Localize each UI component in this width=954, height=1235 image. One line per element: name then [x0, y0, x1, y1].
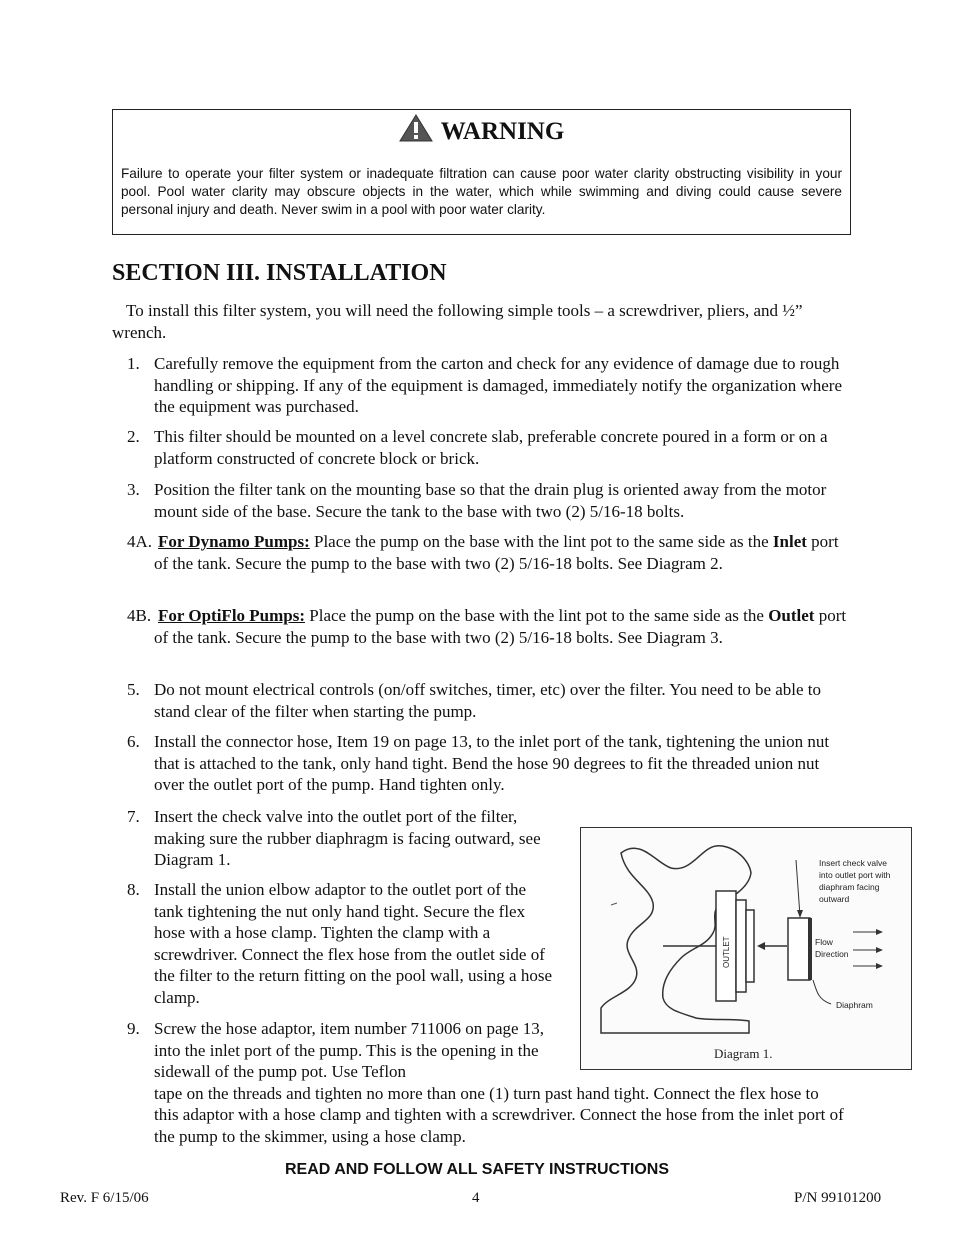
item-number: 9.: [127, 1019, 140, 1038]
list-item-8: [127, 879, 559, 1009]
warning-title: WARNING: [440, 118, 565, 145]
list-item-3: [127, 479, 847, 522]
part-number: P/N 99101200: [794, 1190, 882, 1206]
item-text-part: Place the pump on the base with the lint pot to the same side as the: [309, 532, 773, 551]
list-item-1: [127, 353, 847, 418]
list-item-2: [127, 426, 847, 469]
list-item-7: [127, 806, 557, 871]
item-emphasis: Outlet: [768, 606, 815, 625]
note-line-3: diaphram facing: [819, 882, 880, 892]
item-number: 1.: [127, 354, 140, 373]
item-number: 4A.: [127, 532, 153, 551]
item-text-part: Place the pump on the base with the lint pot to the same side as the: [305, 606, 769, 625]
item-text: [127, 531, 847, 574]
item-number: 7.: [127, 807, 140, 826]
item-number: 4B.: [127, 606, 152, 625]
item-text-part: port of the tank. Secure the pump to the base with two (2) 5/16-18 bolts. See Diagram 3.: [154, 606, 847, 647]
item-text: Insert the check valve into the outlet port of the filter, making sure the rubber diaphragm is facing outward, see Diagram 1.: [154, 807, 541, 870]
flow-label-2: Direction: [815, 949, 849, 959]
list-item-6: [127, 731, 847, 796]
item-text: Install the union elbow adaptor to the outlet port of the tank tightening the nut only hand tight. Secure the flex hose with a hose clamp. Tighten the clamp with a screwdriver. Connect the flex hose from the outlet side of the filter to the return fitting on the pool wall, using a hose clamp.: [154, 880, 552, 1007]
item-emphasis: Inlet: [772, 532, 807, 551]
item-number: 2.: [127, 427, 140, 446]
item-number: 3.: [127, 480, 140, 499]
item-label: For OptiFlo Pumps:: [158, 606, 306, 625]
note-line-4: outward: [819, 894, 850, 904]
item-text: Do not mount electrical controls (on/off switches, timer, etc) over the filter. You need to be able to stand clear of the filter when starting the pump.: [154, 680, 822, 721]
item-text: This filter should be mounted on a level concrete slab, preferable concrete poured in a form or on a platform constructed of concrete block or brick.: [154, 427, 828, 468]
item-text: Screw the hose adaptor, item number 711006 on page 13, into the inlet port of the pump. This is the opening in the sidewall of the pump pot. Use Teflon: [154, 1019, 545, 1082]
diaphram-label: Diaphram: [836, 1000, 873, 1010]
page-number: 4: [472, 1190, 480, 1206]
item-number: 8.: [127, 880, 140, 899]
intro-paragraph: To install this filter system, you will need the following simple tools – a screwdriver, pliers, and ½” wrench.: [112, 301, 803, 342]
item-text: Carefully remove the equipment from the carton and check for any evidence of damage due to rough handling or shipping. If any of the equipment is damaged, immediately notify the organization where the equipment was purchased.: [154, 354, 843, 417]
item-text: [127, 605, 847, 648]
item-text-continued: tape on the threads and tighten no more than one (1) turn past hand tight. Connect the flex hose to this adaptor with a hose clamp and tighten with a screwdriver. Connect the hose from the inlet port of the pump to the skimmer, using a hose clamp.: [154, 1083, 844, 1146]
flow-label-1: Flow: [815, 937, 833, 947]
item-text: Install the connector hose, Item 19 on page 13, to the inlet port of the tank, tightening the union nut that is attached to the tank, only hand tight. Bend the hose 90 degrees to fit the threaded union nut over the outlet port of the pump. Hand tighten only.: [154, 732, 830, 795]
note-line-2: into outlet port with: [819, 870, 891, 880]
note-line-1: Insert check valve: [819, 858, 888, 868]
item-text-part: port of the tank. Secure the pump to the base with two (2) 5/16-18 bolts. See Diagram 2.: [154, 532, 839, 573]
outlet-label: OUTLET: [722, 936, 731, 968]
diagram-1: [580, 827, 912, 1070]
item-label: For Dynamo Pumps:: [158, 532, 310, 551]
warning-heading: [113, 114, 850, 146]
list-item-4a: [127, 531, 847, 574]
check-valve-diagram: [581, 828, 911, 1069]
warning-box: [112, 109, 851, 235]
safety-notice: READ AND FOLLOW ALL SAFETY INSTRUCTIONS: [285, 1161, 669, 1178]
list-item-5: [127, 679, 847, 722]
section-title: SECTION III. INSTALLATION: [112, 260, 447, 286]
list-item-4b: [127, 605, 847, 648]
item-number: 5.: [127, 680, 140, 699]
item-number: 6.: [127, 732, 140, 751]
item-text: Position the filter tank on the mounting base so that the drain plug is oriented away from the motor mount side of the base. Secure the tank to the base with two (2) 5/16-18 bolts.: [154, 480, 827, 521]
warning-text: Failure to operate your filter system or inadequate filtration can cause poor water clarity obstructing visibility in your pool. Pool water clarity may obscure objects in the water, which while swimming and diving could cause severe personal injury and death. Never swim in a pool with poor water clarity.: [121, 166, 842, 217]
diagram-caption: Diagram 1.: [714, 1046, 773, 1061]
revision-info: Rev. F 6/15/06: [60, 1190, 149, 1206]
warning-triangle-icon: [399, 114, 433, 142]
